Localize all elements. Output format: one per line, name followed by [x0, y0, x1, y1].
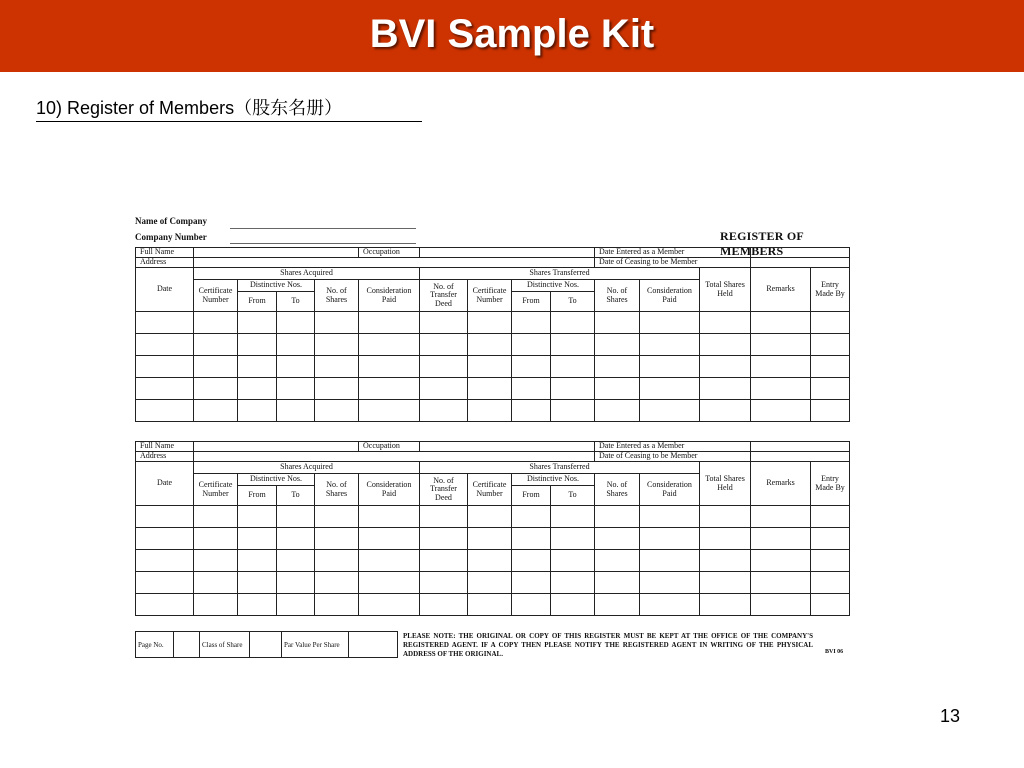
page-number: 13 — [940, 706, 961, 726]
entry-row — [136, 312, 850, 334]
occupation-label: Occupation — [359, 248, 420, 258]
distinctive-nos-header: Distinctive Nos. — [238, 474, 315, 486]
par-value-label: Par Value Per Share — [282, 632, 349, 658]
no-of-shares-header: No. of Shares — [595, 280, 640, 312]
transfer-deed-header: No. of Transfer Deed — [420, 280, 468, 312]
date-ceasing-label: Date of Ceasing to be Member — [595, 452, 751, 462]
full-name-label: Full Name — [136, 442, 194, 452]
shares-acquired-header: Shares Acquired — [194, 462, 420, 474]
entry-row — [136, 550, 850, 572]
to-header: To — [277, 486, 315, 506]
date-header: Date — [136, 462, 194, 506]
entry-row — [136, 378, 850, 400]
par-value-field — [349, 632, 398, 658]
shares-transferred-header: Shares Transferred — [420, 268, 700, 280]
distinctive-nos-header: Distinctive Nos. — [238, 280, 315, 292]
header-row-1 — [136, 268, 850, 280]
from-header: From — [238, 292, 277, 312]
name-of-company-label: Name of Company — [135, 216, 207, 226]
occupation-label: Occupation — [359, 442, 420, 452]
to-header: To — [277, 292, 315, 312]
consideration-paid-header: Consideration Paid — [640, 280, 700, 312]
slide-subtitle: 10) Register of Members（股东名册） — [36, 94, 422, 122]
entry-row — [136, 356, 850, 378]
no-of-shares-header: No. of Shares — [315, 474, 359, 506]
full-name-row — [136, 442, 850, 452]
certificate-number-header: Certificate Number — [468, 280, 512, 312]
page-no-field — [174, 632, 200, 658]
date-entered-label: Date Entered as a Member — [595, 442, 751, 452]
shares-transferred-header: Shares Transferred — [420, 462, 700, 474]
address-field — [194, 258, 595, 268]
consideration-paid-header: Consideration Paid — [359, 474, 420, 506]
name-of-company-line — [230, 228, 416, 229]
distinctive-nos-header: Distinctive Nos. — [512, 280, 595, 292]
entry-made-by-header: Entry Made By — [811, 268, 850, 312]
register-title: REGISTER OF MEMBERS — [720, 229, 804, 258]
company-number-line — [230, 243, 416, 244]
full-name-label: Full Name — [136, 248, 194, 258]
form-code: BVI 06 — [825, 649, 844, 655]
header-row-1 — [136, 462, 850, 474]
from-header: From — [512, 292, 551, 312]
full-name-field — [194, 442, 359, 452]
class-of-share-label: Class of Share — [200, 632, 250, 658]
class-of-share-field — [250, 632, 282, 658]
date-ceasing-field — [751, 258, 850, 268]
register-table-2 — [135, 441, 850, 616]
date-ceasing-label: Date of Ceasing to be Member — [595, 258, 751, 268]
certificate-number-header: Certificate Number — [468, 474, 512, 506]
occupation-field — [420, 248, 595, 258]
slide-title: BVI Sample Kit — [369, 12, 655, 56]
date-entered-label: Date Entered as a Member — [595, 248, 751, 258]
register-form-image — [128, 208, 858, 678]
remarks-header: Remarks — [751, 462, 811, 506]
address-field — [194, 452, 595, 462]
company-number-label: Company Number — [135, 232, 207, 242]
total-shares-held-header: Total Shares Held — [700, 268, 751, 312]
no-of-shares-header: No. of Shares — [595, 474, 640, 506]
from-header: From — [512, 486, 551, 506]
entry-row — [136, 400, 850, 422]
entry-row — [136, 572, 850, 594]
occupation-field — [420, 442, 595, 452]
entry-row — [136, 334, 850, 356]
entry-row — [136, 594, 850, 616]
consideration-paid-header: Consideration Paid — [359, 280, 420, 312]
from-header: From — [238, 486, 277, 506]
address-row — [136, 258, 850, 268]
address-label: Address — [136, 258, 194, 268]
date-entered-field — [751, 442, 850, 452]
entry-row — [136, 506, 850, 528]
to-header: To — [551, 486, 595, 506]
date-header: Date — [136, 268, 194, 312]
page-no-label: Page No. — [136, 632, 174, 658]
address-row — [136, 452, 850, 462]
consideration-paid-header: Consideration Paid — [640, 474, 700, 506]
entry-row — [136, 528, 850, 550]
certificate-number-header: Certificate Number — [194, 474, 238, 506]
address-label: Address — [136, 452, 194, 462]
date-entered-field — [751, 248, 850, 258]
footer-table — [135, 631, 398, 658]
distinctive-nos-header: Distinctive Nos. — [512, 474, 595, 486]
transfer-deed-header: No. of Transfer Deed — [420, 474, 468, 506]
no-of-shares-header: No. of Shares — [315, 280, 359, 312]
to-header: To — [551, 292, 595, 312]
total-shares-held-header: Total Shares Held — [700, 462, 751, 506]
full-name-field — [194, 248, 359, 258]
entry-made-by-header: Entry Made By — [811, 462, 850, 506]
register-note: PLEASE NOTE: THE ORIGINAL OR COPY OF THIS REGISTER MUST BE KEPT AT THE OFFICE OF THE COMPANY'S REGISTERED AGENT. IF A COPY THEN PLEASE NOTIFY THE REGISTERED AGENT IN WRITING OF THE PHYSICAL ADDRESS OF THE ORIGINAL. — [403, 632, 813, 658]
register-table-1 — [135, 247, 850, 422]
full-name-row — [136, 248, 850, 258]
remarks-header: Remarks — [751, 268, 811, 312]
date-ceasing-field — [751, 452, 850, 462]
shares-acquired-header: Shares Acquired — [194, 268, 420, 280]
certificate-number-header: Certificate Number — [194, 280, 238, 312]
